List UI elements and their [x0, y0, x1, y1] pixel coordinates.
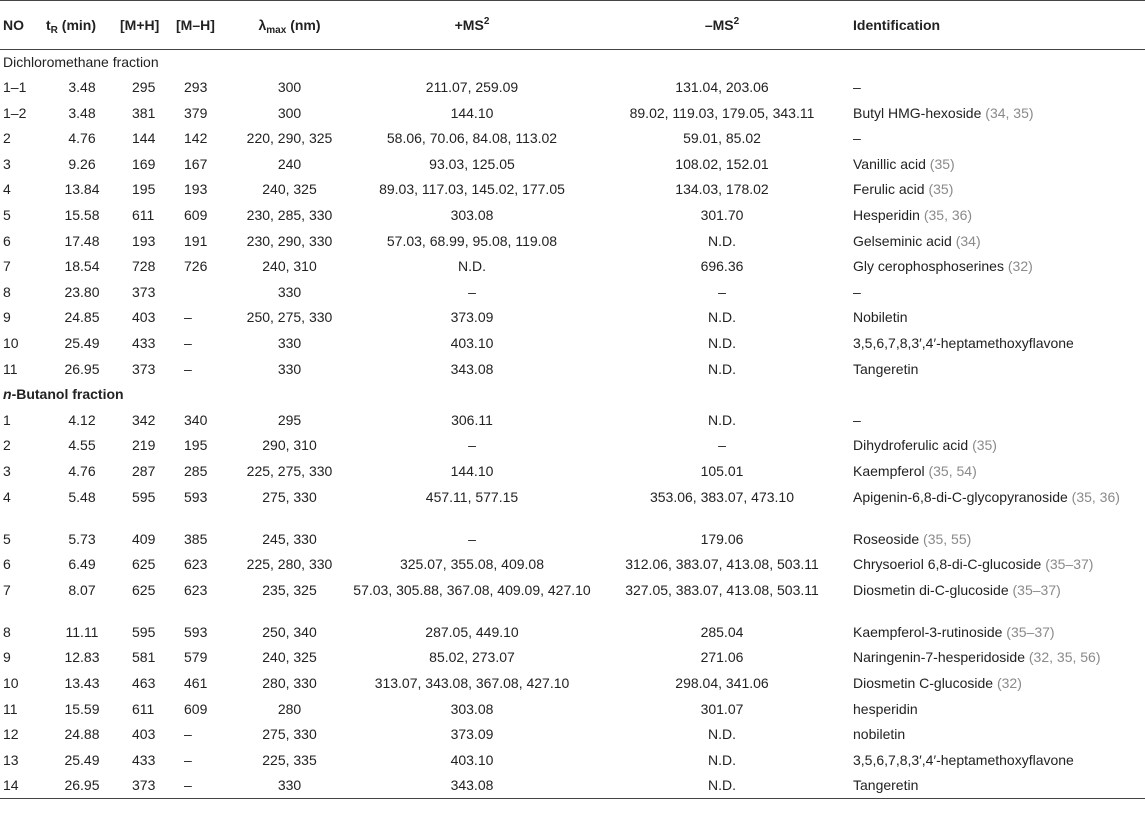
cell-lambda-max: 240, 325 [262, 181, 317, 198]
cell-m-plus-h: 373 [120, 773, 176, 799]
cell-no: 7 [3, 581, 11, 598]
cell-m-plus-h: 219 [132, 437, 156, 454]
cell-no: 4 [3, 488, 11, 505]
compound-name: Roseoside [853, 530, 924, 547]
cell-m-minus-h: 593 [184, 623, 208, 640]
cell-no: 1–2 [3, 104, 27, 121]
cell-retention-time: 23.80 [64, 283, 100, 300]
compound-name: Vanillic acid [853, 155, 930, 172]
cell-no: 5 [3, 530, 11, 547]
header-m-minus-h: [M–H] [176, 1, 232, 50]
cell-identification [847, 152, 1145, 178]
reference-citation[interactable]: (35–37) [1045, 556, 1094, 573]
cell-retention-time: 24.85 [64, 309, 100, 326]
table-row [0, 305, 1145, 331]
compound-name: 3,5,6,7,8,3′,4′-heptamethoxyflavone [853, 335, 1074, 352]
section-title-italic: n [3, 386, 12, 403]
cell-lambda-max: 330 [277, 335, 302, 352]
table-row [0, 101, 1145, 127]
cell-m-plus-h: 169 [132, 155, 156, 172]
header-identification: Identification [847, 1, 1145, 50]
cell-m-plus-h: 625 [132, 581, 156, 598]
cell-m-minus-h: 593 [184, 488, 208, 505]
cell-retention-time: 5.48 [68, 488, 96, 505]
cell-identification [847, 433, 1145, 459]
cell-m-minus-h: 340 [184, 411, 208, 428]
cell-m-minus-h: – [184, 726, 192, 743]
cell-m-plus-h: 403 [132, 309, 156, 326]
cell-m-plus-h: 381 [132, 104, 156, 121]
table-row [0, 254, 1145, 280]
cell-ms2-negative: N.D. [708, 411, 736, 428]
cell-no: 10 [3, 674, 19, 691]
cell-m-minus-h: – [184, 751, 192, 768]
cell-retention-time: 13.84 [64, 181, 100, 198]
compound-name: – [853, 130, 861, 147]
cell-lambda-max: 230, 285, 330 [246, 207, 333, 224]
compound-name: Ferulic acid [853, 181, 929, 198]
compound-name: Naringenin-7-hesperidoside [853, 649, 1029, 666]
table-row [0, 578, 1145, 620]
cell-lambda-max: 240, 310 [262, 258, 317, 275]
cell-m-minus-h: – [184, 309, 192, 326]
cell-identification [847, 229, 1145, 255]
cell-no: 2 [3, 130, 11, 147]
compound-name: Tangeretin [853, 777, 919, 794]
cell-m-plus-h: 463 [132, 674, 156, 691]
cell-identification [847, 254, 1145, 280]
cell-m-minus-h: 461 [184, 674, 208, 691]
cell-ms2-positive: 403.10 [450, 751, 494, 768]
cell-ms2-positive: 343.08 [450, 360, 494, 377]
section-title [0, 382, 1145, 408]
cell-ms2-negative: 89.02, 119.03, 179.05, 343.11 [629, 104, 815, 121]
cell-retention-time: 4.76 [68, 463, 96, 479]
cell-ms2-positive: 57.03, 305.88, 367.08, 409.09, 427.10 [353, 581, 591, 598]
cell-m-plus-h: 373 [132, 283, 156, 300]
cell-lambda-max: 220, 290, 325 [246, 130, 333, 147]
cell-retention-time: 12.83 [64, 649, 100, 666]
cell-ms2-negative: 312.06, 383.07, 413.08, 503.11 [625, 556, 819, 573]
cell-m-minus-h: – [176, 773, 232, 799]
cell-retention-time: 3.48 [68, 104, 96, 121]
table-row [0, 748, 1145, 774]
cell-no: 6 [3, 232, 11, 249]
cell-m-minus-h: 285 [184, 463, 208, 479]
cell-ms2-negative: 59.01, 85.02 [683, 130, 761, 147]
cell-lambda-max: 330 [277, 360, 302, 377]
compound-name: Hesperidin [853, 207, 924, 224]
cell-lambda-max: 295 [277, 411, 302, 428]
cell-lambda-max: 240, 325 [262, 649, 317, 666]
compound-name: Tangeretin [853, 360, 919, 377]
table-header [0, 1, 1145, 50]
cell-no: 8 [3, 283, 11, 300]
cell-lambda-max: 235, 325 [262, 581, 317, 598]
cell-retention-time: 8.07 [68, 581, 96, 598]
cell-lambda-max: 230, 290, 330 [246, 232, 333, 249]
cell-m-minus-h: 293 [184, 79, 208, 96]
header-ms2-negative: $-MS^2$ [597, 1, 847, 50]
cell-ms2-positive: – [468, 283, 476, 300]
cell-m-minus-h: 623 [184, 581, 208, 598]
table-row [0, 773, 1145, 799]
cell-lambda-max: 250, 275, 330 [246, 309, 333, 326]
cell-lambda-max: 225, 275, 330 [246, 463, 333, 479]
cell-retention-time: 26.95 [44, 773, 120, 799]
cell-m-plus-h: 595 [132, 488, 156, 505]
cell-retention-time: 15.58 [64, 207, 100, 224]
compound-name: Nobiletin [853, 309, 908, 326]
cell-ms2-positive: – [468, 437, 476, 454]
cell-no: 9 [3, 649, 11, 666]
cell-ms2-negative: 353.06, 383.07, 473.10 [649, 488, 795, 505]
compound-name: Gly cerophosphoserines [853, 258, 1008, 275]
cell-identification [847, 773, 1145, 799]
cell-m-plus-h: 403 [132, 726, 156, 743]
compound-name: Apigenin-6,8-di-C-glycopyranoside [853, 488, 1072, 505]
cell-m-minus-h: – [184, 360, 192, 377]
cell-retention-time: 11.11 [65, 623, 99, 640]
cell-identification [847, 357, 1145, 383]
cell-m-plus-h: 342 [132, 411, 156, 428]
cell-no: 11 [3, 700, 18, 717]
cell-ms2-positive: 343.08 [347, 773, 597, 799]
cell-ms2-negative: 696.36 [700, 258, 744, 275]
cell-ms2-positive: 303.08 [450, 207, 494, 224]
cell-m-plus-h: 195 [132, 181, 156, 198]
cell-retention-time: 4.55 [68, 437, 96, 454]
cell-no: 1 [3, 411, 11, 428]
cell-identification [847, 527, 1145, 553]
table-row [0, 459, 1145, 485]
cell-m-minus-h [176, 280, 232, 306]
cell-no: 5 [3, 207, 11, 224]
cell-lambda-max: 300 [277, 104, 302, 121]
cell-m-minus-h: 379 [184, 104, 208, 121]
table-row [0, 433, 1145, 459]
cell-retention-time: 5.73 [68, 530, 96, 547]
cell-m-minus-h: 193 [184, 181, 208, 198]
cell-retention-time: 4.76 [68, 130, 96, 147]
cell-m-plus-h: 728 [132, 258, 156, 275]
cell-ms2-negative: N.D. [708, 726, 736, 743]
reference-citation[interactable]: (32) [1007, 258, 1033, 275]
cell-ms2-negative: 301.07 [700, 700, 744, 717]
section-title-text: -Butanol fraction [11, 386, 124, 403]
cell-ms2-negative: 131.04, 203.06 [675, 79, 769, 96]
compound-name: Dihydroferulic acid [853, 437, 973, 454]
table-row [0, 280, 1145, 306]
cell-no: 1–1 [3, 79, 27, 96]
table-row [0, 697, 1145, 723]
cell-identification [847, 552, 1145, 578]
cell-lambda-max: 240 [277, 155, 302, 172]
table-row [0, 645, 1145, 671]
cell-identification [847, 485, 1145, 527]
cell-m-plus-h: 625 [132, 556, 156, 573]
section-title-text: Dichloromethane fraction [3, 54, 159, 70]
cell-retention-time: 25.49 [64, 751, 100, 768]
cell-m-plus-h: 373 [132, 360, 156, 377]
cell-m-plus-h: 287 [132, 463, 156, 479]
compound-name: Chrysoeriol 6,8-di-C-glucoside [853, 556, 1046, 573]
cell-ms2-positive: 58.06, 70.06, 84.08, 113.02 [386, 130, 558, 147]
cell-ms2-negative: – [718, 437, 726, 454]
cell-ms2-positive: 144.10 [450, 463, 494, 479]
cell-m-plus-h: 595 [132, 623, 156, 640]
cell-m-plus-h: 193 [132, 232, 156, 249]
reference-citation[interactable]: (35, 36) [1071, 488, 1120, 505]
cell-identification [847, 697, 1145, 723]
cell-ms2-negative: – [718, 283, 726, 300]
cell-ms2-positive: 403.10 [450, 335, 494, 352]
compound-name: – [853, 283, 861, 300]
cell-lambda-max: 225, 280, 330 [246, 556, 333, 573]
cell-m-plus-h: 611 [132, 207, 155, 224]
cell-lambda-max: 300 [277, 79, 302, 96]
cell-m-minus-h: 623 [184, 556, 208, 573]
cell-identification [847, 101, 1145, 127]
cell-no: 12 [3, 726, 19, 743]
table-row [0, 229, 1145, 255]
cell-ms2-negative: N.D. [597, 773, 847, 799]
cell-lambda-max: 330 [277, 283, 302, 300]
cell-m-minus-h: – [184, 335, 192, 352]
cell-retention-time: 24.88 [64, 726, 100, 743]
cell-retention-time: 17.48 [64, 232, 100, 249]
cell-identification [847, 645, 1145, 671]
cell-ms2-positive: 457.11, 577.15 [425, 488, 519, 505]
cell-ms2-positive: 57.03, 68.99, 95.08, 119.08 [386, 232, 558, 249]
cell-m-plus-h: 409 [132, 530, 156, 547]
section-title [0, 50, 1145, 76]
cell-m-plus-h: 295 [132, 79, 156, 96]
cell-m-plus-h: 433 [132, 751, 156, 768]
cell-identification [847, 671, 1145, 697]
cell-lambda-max: 225, 335 [262, 751, 317, 768]
cell-identification [847, 620, 1145, 646]
cell-lambda-max: 290, 310 [262, 437, 317, 454]
cell-ms2-negative: 298.04, 341.06 [675, 674, 769, 691]
cell-identification [847, 408, 1145, 434]
cell-lambda-max: 280 [277, 700, 302, 717]
cell-ms2-negative: 105.01 [700, 463, 744, 479]
cell-identification [847, 203, 1145, 229]
cell-ms2-positive: 303.08 [450, 700, 494, 717]
reference-citation[interactable]: (34) [955, 232, 981, 249]
compound-name: Kaempferol [853, 463, 929, 479]
cell-ms2-positive: N.D. [458, 258, 486, 275]
section-header-row [0, 382, 1145, 408]
cell-identification [847, 75, 1145, 101]
cell-identification [847, 331, 1145, 357]
cell-ms2-negative: N.D. [708, 751, 736, 768]
cell-m-minus-h: 167 [184, 155, 208, 172]
table-row [0, 671, 1145, 697]
cell-ms2-positive: – [468, 530, 476, 547]
compound-name: hesperidin [853, 700, 918, 717]
cell-ms2-negative: N.D. [708, 309, 736, 326]
cell-no: 8 [3, 623, 11, 640]
cell-no: 13 [3, 751, 19, 768]
reference-citation[interactable]: (35, 55) [923, 530, 972, 547]
cell-identification [847, 126, 1145, 152]
cell-m-minus-h: 609 [184, 207, 208, 224]
reference-citation[interactable]: (34, 35) [985, 104, 1034, 121]
cell-m-plus-h: 611 [132, 700, 155, 717]
cell-no: 3 [3, 155, 11, 172]
cell-no: 4 [3, 181, 11, 198]
cell-ms2-positive: 89.03, 117.03, 145.02, 177.05 [379, 181, 565, 198]
cell-lambda-max: 280, 330 [262, 674, 317, 691]
reference-citation[interactable]: (35–37) [1012, 581, 1061, 598]
cell-ms2-negative: 285.04 [700, 623, 744, 640]
cell-no: 10 [3, 335, 19, 352]
cell-retention-time: 26.95 [64, 360, 100, 377]
cell-ms2-positive: 306.11 [451, 411, 493, 428]
cell-ms2-negative: N.D. [708, 335, 736, 352]
cell-ms2-negative: 301.70 [700, 207, 744, 224]
cell-m-minus-h: 142 [184, 130, 208, 147]
compound-name: Diosmetin C-glucoside [853, 674, 997, 691]
cell-identification [847, 280, 1145, 306]
cell-ms2-positive: 85.02, 273.07 [429, 649, 515, 666]
cell-retention-time: 3.48 [68, 79, 96, 96]
cell-no: 2 [3, 437, 11, 454]
cell-retention-time: 4.12 [68, 411, 96, 428]
table-row [0, 357, 1145, 383]
cell-ms2-positive: 144.10 [450, 104, 494, 121]
header-retention-time: $t_R$ (min) [44, 1, 120, 50]
cell-m-plus-h: 581 [132, 649, 156, 666]
compound-name: Diosmetin di-C-glucoside [853, 581, 1013, 598]
table-row [0, 331, 1145, 357]
cell-lambda-max: 275, 330 [262, 726, 317, 743]
cell-ms2-positive: 287.05, 449.10 [425, 623, 519, 640]
cell-ms2-positive: 93.03, 125.05 [429, 155, 515, 172]
cell-retention-time: 13.43 [64, 674, 100, 691]
table-row [0, 177, 1145, 203]
cell-ms2-negative: N.D. [708, 360, 736, 377]
cell-identification [847, 177, 1145, 203]
cell-retention-time: 18.54 [64, 258, 100, 275]
cell-identification [847, 305, 1145, 331]
table-row [0, 552, 1145, 578]
table-body [0, 50, 1145, 799]
reference-citation[interactable]: (35) [929, 155, 955, 172]
cell-m-minus-h: 385 [184, 530, 208, 547]
cell-ms2-negative: 179.06 [700, 530, 744, 547]
cell-ms2-negative: 134.03, 178.02 [675, 181, 769, 198]
table-row [0, 126, 1145, 152]
cell-identification [847, 722, 1145, 748]
compound-name: nobiletin [853, 726, 906, 743]
cell-ms2-positive: 325.07, 355.08, 409.08 [399, 556, 545, 573]
reference-citation[interactable]: (35–37) [1006, 623, 1055, 640]
cell-m-plus-h: 144 [132, 130, 156, 147]
table-row [0, 485, 1145, 527]
cell-ms2-negative: 327.05, 383.07, 413.08, 503.11 [625, 581, 819, 598]
reference-citation[interactable]: (35, 36) [923, 207, 973, 224]
table-row [0, 620, 1145, 646]
compound-name: Gelseminic acid [853, 232, 956, 249]
cell-m-minus-h: 579 [184, 649, 208, 666]
compound-name: – [853, 411, 861, 428]
cell-no: 14 [0, 773, 44, 799]
cell-ms2-positive: 211.07, 259.09 [425, 79, 519, 96]
compound-name: – [853, 79, 861, 96]
cell-retention-time: 15.59 [64, 700, 100, 717]
cell-ms2-negative: N.D. [708, 232, 736, 249]
cell-identification [847, 748, 1145, 774]
table-row [0, 408, 1145, 434]
cell-identification [847, 578, 1145, 620]
table-row [0, 75, 1145, 101]
cell-ms2-negative: 271.06 [700, 649, 744, 666]
cell-retention-time: 6.49 [68, 556, 96, 573]
reference-citation[interactable]: (32) [996, 674, 1022, 691]
cell-lambda-max: 245, 330 [262, 530, 317, 547]
cell-m-minus-h: 191 [184, 232, 208, 249]
cell-ms2-positive: 373.09 [450, 726, 494, 743]
compound-name: Kaempferol-3-rutinoside [853, 623, 1007, 640]
cell-ms2-negative: 108.02, 152.01 [675, 155, 769, 172]
reference-citation[interactable]: (35, 54) [928, 463, 977, 479]
cell-identification [847, 459, 1145, 485]
compound-name: Butyl HMG-hexoside [853, 104, 986, 121]
cell-m-minus-h: 195 [184, 437, 208, 454]
cell-retention-time: 9.26 [68, 155, 96, 172]
cell-m-minus-h: 726 [184, 258, 208, 275]
reference-citation[interactable]: (35) [928, 181, 954, 198]
header-no: NO [0, 1, 44, 50]
cell-ms2-positive: 373.09 [450, 309, 494, 326]
cell-lambda-max: 330 [232, 773, 347, 799]
header-m-plus-h: [M+H] [120, 1, 176, 50]
reference-citation[interactable]: (32, 35, 56) [1028, 649, 1101, 666]
compound-name: 3,5,6,7,8,3′,4′-heptamethoxyflavone [853, 751, 1074, 768]
table-row [0, 722, 1145, 748]
cell-ms2-positive: 313.07, 343.08, 367.08, 427.10 [374, 674, 570, 691]
header-ms2-positive: $+MS^2$ [347, 1, 597, 50]
cell-no: 6 [3, 556, 11, 573]
cell-retention-time: 25.49 [64, 335, 100, 352]
cell-lambda-max: 250, 340 [262, 623, 317, 640]
table-row [0, 203, 1145, 229]
section-header-row [0, 50, 1145, 76]
cell-no: 3 [3, 463, 11, 479]
reference-citation[interactable]: (35) [972, 437, 997, 454]
header-lambda-max: $\lambda_{max}$ (nm) [232, 1, 347, 50]
table-row [0, 527, 1145, 553]
cell-no: 7 [3, 258, 11, 275]
table-row [0, 152, 1145, 178]
cell-no: 9 [3, 309, 11, 326]
cell-m-minus-h: 609 [184, 700, 208, 717]
cell-m-plus-h: 433 [132, 335, 156, 352]
cell-lambda-max: 275, 330 [262, 488, 317, 505]
cell-no: 11 [3, 360, 18, 377]
